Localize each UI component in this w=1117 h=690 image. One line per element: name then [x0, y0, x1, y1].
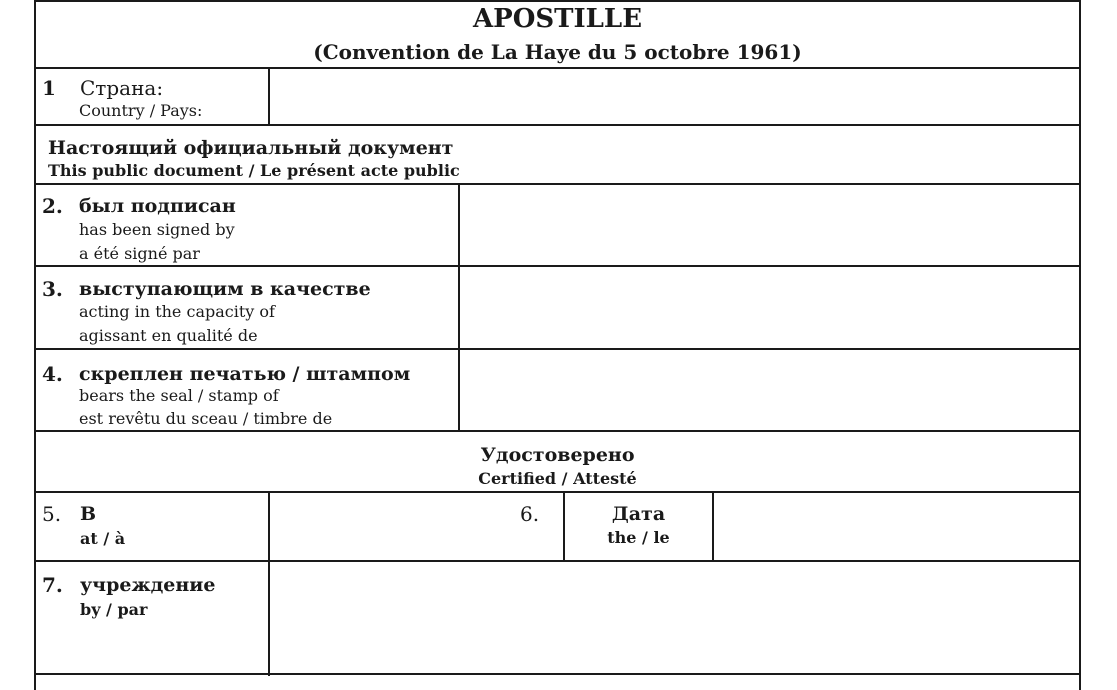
certified-label-en: Certified / Attesté: [478, 469, 637, 488]
place-label-ru: В: [80, 503, 97, 525]
divider-header: [34, 67, 1081, 69]
country-label-en: Country / Pays:: [79, 101, 203, 120]
signed-by-label-fr: a été signé par: [79, 244, 200, 263]
label-column-divider: [458, 183, 460, 431]
date-label-right-divider: [712, 491, 714, 561]
signed-by-label-ru: был подписан: [79, 195, 236, 217]
signed-by-label-en: has been signed by: [79, 220, 235, 239]
form-title: APOSTILLE: [472, 4, 643, 34]
document-label-en: This public document / Le présent acte public: [48, 161, 460, 180]
divider-authority: [34, 673, 1081, 675]
place-value-field[interactable]: [280, 503, 505, 553]
seal-label-en: bears the seal / stamp of: [79, 386, 279, 405]
country-column-divider: [268, 67, 270, 125]
divider-certified: [34, 491, 1081, 493]
date-number: 6.: [520, 502, 540, 526]
signed-by-number: 2.: [42, 194, 63, 218]
date-value-field[interactable]: [724, 503, 1069, 553]
capacity-label-fr: agissant en qualité de: [79, 326, 258, 345]
seal-label-ru: скреплен печатью / штампом: [79, 363, 411, 385]
seal-value-field[interactable]: [470, 361, 1070, 421]
country-number: 1: [42, 76, 56, 100]
certified-label-ru: Удостоверено: [480, 444, 635, 466]
divider-place-date: [34, 560, 1081, 562]
document-label-ru: Настоящий официальный документ: [48, 137, 454, 159]
capacity-label-en: acting in the capacity of: [79, 302, 275, 321]
country-label-ru: Страна:: [80, 76, 164, 100]
signed-by-value-field[interactable]: [470, 196, 1070, 256]
country-value-field[interactable]: [280, 84, 1070, 118]
divider-signed-by: [34, 265, 1081, 267]
divider-document: [34, 183, 1081, 185]
seal-label-fr: est revêtu du sceau / timbre de: [79, 409, 333, 428]
bottom-label-column-divider: [268, 491, 270, 676]
place-label-en: at / à: [80, 529, 126, 548]
capacity-label-ru: выступающим в качестве: [79, 278, 371, 300]
form-subtitle: (Convention de La Haye du 5 octobre 1961): [313, 40, 802, 64]
divider-seal: [34, 430, 1081, 432]
authority-value-field[interactable]: [280, 574, 1070, 664]
authority-label-en: by / par: [80, 600, 148, 619]
capacity-value-field[interactable]: [470, 278, 1070, 338]
authority-label-ru: учреждение: [80, 574, 216, 596]
seal-number: 4.: [42, 362, 63, 386]
date-label-en: the / le: [607, 528, 670, 547]
place-number: 5.: [42, 502, 62, 526]
capacity-number: 3.: [42, 277, 63, 301]
date-label-ru: Дата: [611, 503, 666, 525]
authority-number: 7.: [42, 573, 63, 597]
divider-country: [34, 124, 1081, 126]
date-label-left-divider: [563, 491, 565, 561]
divider-capacity: [34, 348, 1081, 350]
top-border: [34, 0, 1081, 2]
